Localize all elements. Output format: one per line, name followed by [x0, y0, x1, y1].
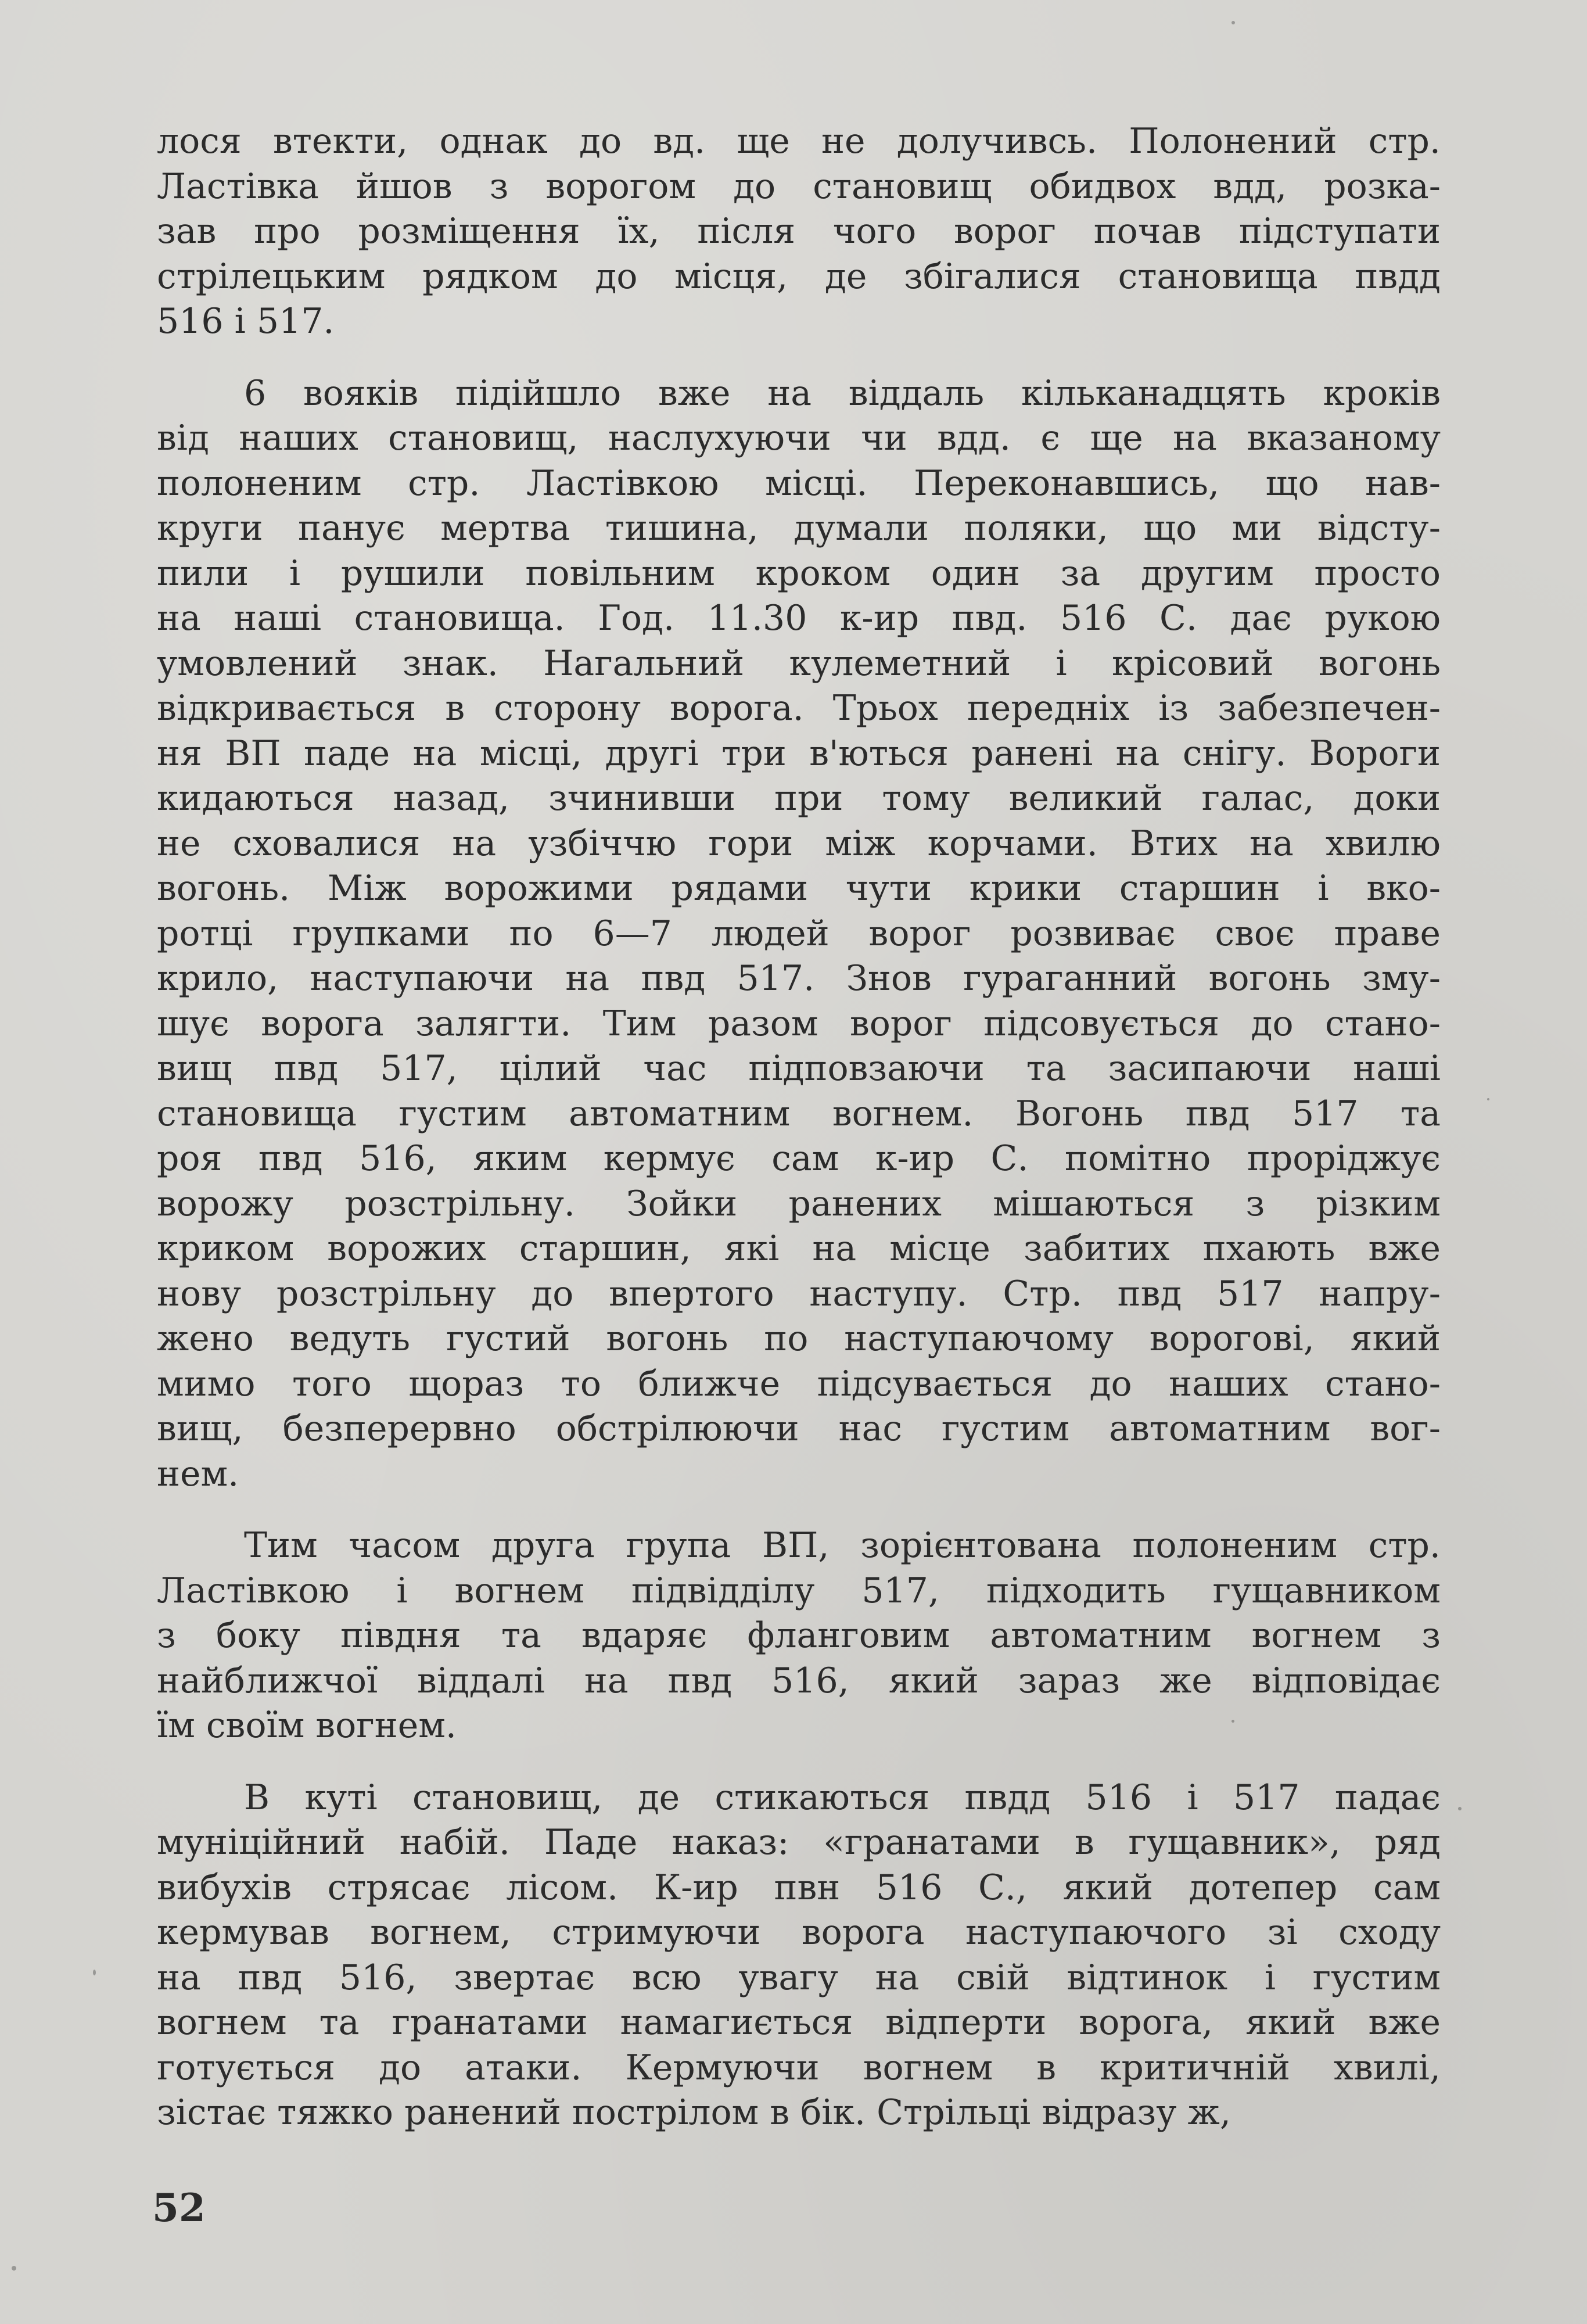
paragraph-gap: [157, 1497, 1441, 1523]
paragraph: [157, 119, 1441, 345]
text-line: пили і рушили повільним кроком один за другим просто: [157, 553, 1441, 594]
print-speck: [93, 1970, 96, 1975]
text-line: зістає тяжко ранений пострілом в бік. Стрільці відразу ж,: [157, 2092, 1231, 2133]
text-line: умовлений знак. Нагальний кулеметний і крісовий вогонь: [157, 643, 1441, 684]
text-line: В куті становищ, де стикаються пвдд 516 і 517 падає: [244, 1777, 1441, 1818]
text-line: муніційний набій. Паде наказ: «гранатами в гущавник», ряд: [157, 1822, 1441, 1863]
text-line: з боку півдня та вдаряє фланговим автоматним вогнем з: [157, 1615, 1441, 1656]
text-line: вогонь. Між ворожими рядами чути крики старшин і вко-: [157, 868, 1441, 909]
text-line: їм своїм вогнем.: [157, 1705, 457, 1746]
print-speck: [1231, 1720, 1234, 1723]
text-line: кидаються назад, зчинивши при тому великий галас, доки: [157, 778, 1441, 819]
print-speck: [1231, 21, 1235, 24]
text-line: ворожу розстрільну. Зойки ранених мішаються з різким: [157, 1183, 1441, 1224]
text-line: не сховалися на узбіччю гори між корчами. Втих на хвилю: [157, 823, 1441, 864]
text-line: круги панує мертва тишина, думали поляки, що ми відсту-: [157, 508, 1441, 548]
text-line: 516 і 517.: [157, 301, 335, 342]
text-line: вогнем та гранатами намагиється відперти ворога, який вже: [157, 2002, 1441, 2043]
text-line: крило, наступаючи на пвд 517. Знов гураганний вогонь зму-: [157, 958, 1441, 999]
text-line: кермував вогнем, стримуючи ворога наступаючого зі сходу: [157, 1912, 1441, 1953]
text-line: мимо того щораз то ближче підсувається до наших стано-: [157, 1363, 1441, 1404]
text-line: вищ пвд 517, цілий час підповзаючи та засипаючи наші: [157, 1048, 1441, 1089]
body-text: [157, 119, 1441, 2136]
text-line: вибухів стрясає лісом. К-ир пвн 516 С., який дотепер сам: [157, 1867, 1441, 1908]
text-line: полоненим стр. Ластівкою місці. Переконавшись, що нав-: [157, 462, 1441, 504]
text-line: нову розстрільну до впертого наступу. Стр. пвд 517 напру-: [157, 1273, 1441, 1314]
text-line: нем.: [157, 1453, 239, 1494]
print-speck: [1458, 1807, 1462, 1810]
paragraph-gap: [157, 345, 1441, 371]
text-line: зав про розміщення їх, після чого ворог почав підступати: [157, 211, 1441, 252]
text-line: криком ворожих старшин, які на місце забитих пхають вже: [157, 1228, 1441, 1269]
paragraph: [157, 1776, 1441, 2136]
page-number: 52: [152, 2185, 206, 2230]
text-line: на пвд 516, звертає всю увагу на свій відтинок і густим: [157, 1957, 1441, 1998]
paragraph: [157, 1523, 1441, 1749]
text-line: стрілецьким рядком до місця, де збігалися становища пвдд: [157, 256, 1441, 297]
text-line: становища густим автоматним вогнем. Вогонь пвд 517 та: [157, 1093, 1441, 1134]
text-line: відкривається в сторону ворога. Трьох передніх із забезпечен-: [157, 688, 1441, 729]
print-speck: [12, 2266, 16, 2271]
text-line: готується до атаки. Кермуючи вогнем в критичній хвилі,: [157, 2047, 1441, 2088]
print-speck: [1487, 1098, 1489, 1100]
text-line: лося втекти, однак до вд. ще не долучивсь. Полонений стр.: [157, 121, 1441, 162]
text-line: 6 вояків підійшло вже на віддаль кільканадцять кроків: [244, 372, 1441, 414]
text-line: найближчої віддалі на пвд 516, який зараз же відповідає: [157, 1660, 1441, 1701]
text-line: роя пвд 516, яким кермує сам к-ир С. помітно проріджує: [157, 1138, 1441, 1179]
text-line: на наші становища. Год. 11.30 к-ир пвд. 516 С. дає рукою: [157, 598, 1441, 639]
text-line: вищ, безперервно обстрілюючи нас густим автоматним вог-: [157, 1408, 1441, 1449]
text-line: шує ворога залягти. Тим разом ворог підсовується до стано-: [157, 1003, 1441, 1044]
text-line: Тим часом друга група ВП, зорієнтована полоненим стр.: [244, 1525, 1441, 1566]
paragraph: [157, 371, 1441, 1497]
text-line: Ластівка йшов з ворогом до становищ обидвох вдд, розка-: [157, 166, 1441, 207]
text-line: жено ведуть густий вогонь по наступаючому ворогові, який: [157, 1318, 1441, 1359]
text-line: від наших становищ, наслухуючи чи вдд. є ще на вказаному: [157, 418, 1441, 458]
paragraph-gap: [157, 1749, 1441, 1776]
text-line: ня ВП паде на місці, другі три в'ються ранені на снігу. Вороги: [157, 733, 1441, 774]
text-line: ротці групками по 6—7 людей ворог розвиває своє праве: [157, 913, 1441, 954]
text-line: Ластівкою і вогнем підвідділу 517, підходить гущавником: [157, 1570, 1441, 1611]
